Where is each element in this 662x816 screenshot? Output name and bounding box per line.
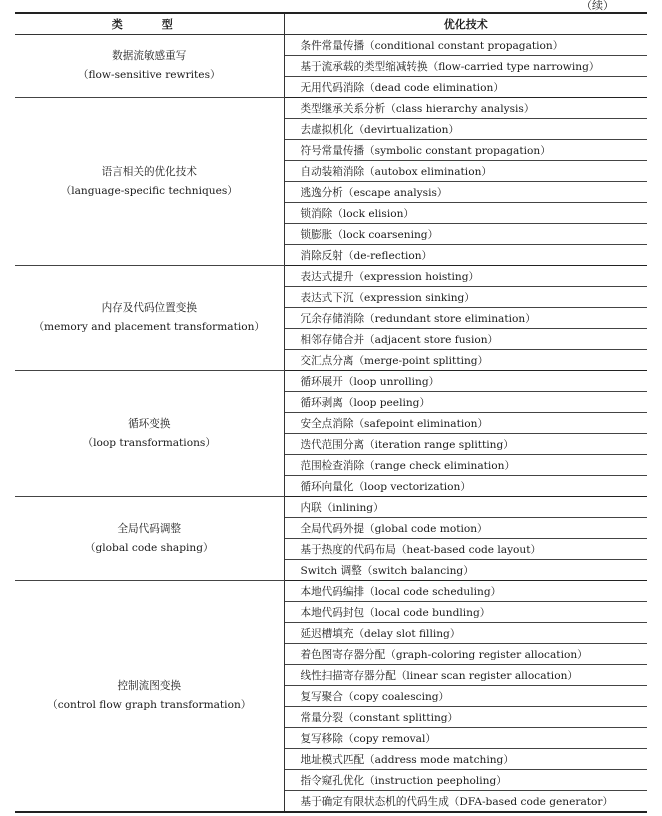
category-name-en: （memory and placement transformation）: [33, 321, 266, 333]
category-cell: [15, 98, 284, 266]
technique-cell: 复写移除（copy removal）: [284, 728, 647, 749]
header-category: 类 型: [15, 13, 284, 35]
technique-cell: 安全点消除（safepoint elimination）: [284, 413, 647, 434]
technique-cell: 循环剥离（loop peeling）: [284, 392, 647, 413]
category-name-en: （control flow graph transformation）: [47, 699, 252, 711]
technique-cell: 条件常量传播（conditional constant propagation）: [284, 35, 647, 56]
category-cell: [15, 497, 284, 581]
technique-cell: Switch 调整（switch balancing）: [284, 560, 647, 581]
category-cell: [15, 266, 284, 371]
technique-cell: 消除反射（de-reflection）: [284, 245, 647, 266]
technique-cell: 锁膨胀（lock coarsening）: [284, 224, 647, 245]
technique-cell: 锁消除（lock elision）: [284, 203, 647, 224]
technique-cell: 常量分裂（constant splitting）: [284, 707, 647, 728]
category-name-zh: 循环变换: [128, 417, 171, 430]
technique-cell: 类型继承关系分析（class hierarchy analysis）: [284, 98, 647, 119]
header-techniques: 优化技术: [284, 13, 647, 35]
technique-cell: 本地代码封包（local code bundling）: [284, 602, 647, 623]
technique-cell: 交汇点分离（merge-point splitting）: [284, 350, 647, 371]
category-name-en: （loop transformations）: [82, 436, 216, 449]
optimization-techniques-table: [15, 12, 647, 813]
category-name-zh: 全局代码调整: [117, 522, 182, 535]
technique-cell: 表达式下沉（expression sinking）: [284, 287, 647, 308]
category-name-zh: 控制流图变换: [117, 680, 182, 692]
table-row: [15, 98, 647, 119]
technique-cell: 复写聚合（copy coalescing）: [284, 686, 647, 707]
category-name-en: （global code shaping）: [84, 541, 214, 554]
table-row: [15, 35, 647, 56]
technique-cell: 自动装箱消除（autobox elimination）: [284, 161, 647, 182]
technique-cell: 地址模式匹配（address mode matching）: [284, 749, 647, 770]
technique-cell: 着色图寄存器分配（graph-coloring register allocation）: [284, 644, 647, 665]
technique-cell: 本地代码编排（local code scheduling）: [284, 581, 647, 602]
technique-cell: 内联（inlining）: [284, 497, 647, 518]
technique-cell: 基于流承载的类型缩减转换（flow-carried type narrowing）: [284, 56, 647, 77]
category-name-en: （language-specific techniques）: [60, 184, 238, 197]
category-cell: [15, 35, 284, 98]
table-row: [15, 581, 647, 602]
technique-cell: 范围检查消除（range check elimination）: [284, 455, 647, 476]
technique-cell: 循环展开（loop unrolling）: [284, 371, 647, 392]
table-header-row: [15, 13, 647, 35]
technique-cell: 符号常量传播（symbolic constant propagation）: [284, 140, 647, 161]
technique-cell: 指令窥孔优化（instruction peepholing）: [284, 770, 647, 791]
category-cell: [15, 581, 284, 813]
category-name-zh: 数据流敏感重写: [112, 50, 187, 62]
technique-cell: 循环向量化（loop vectorization）: [284, 476, 647, 497]
technique-cell: 去虚拟机化（devirtualization）: [284, 119, 647, 140]
category-cell: [15, 371, 284, 497]
continuation-note: （续）: [581, 0, 614, 12]
category-name-zh: 内存及代码位置变换: [101, 302, 197, 314]
technique-cell: 相邻存储合并（adjacent store fusion）: [284, 329, 647, 350]
table-body: [15, 35, 647, 813]
technique-cell: 迭代范围分离（iteration range splitting）: [284, 434, 647, 455]
category-name-en: （flow-sensitive rewrites）: [77, 69, 221, 81]
technique-cell: 无用代码消除（dead code elimination）: [284, 77, 647, 98]
table-row: [15, 266, 647, 287]
table-row: [15, 497, 647, 518]
technique-cell: 基于热度的代码布局（heat-based code layout）: [284, 539, 647, 560]
technique-cell: 线性扫描寄存器分配（linear scan register allocation）: [284, 665, 647, 686]
technique-cell: 全局代码外提（global code motion）: [284, 518, 647, 539]
technique-cell: 冗余存储消除（redundant store elimination）: [284, 308, 647, 329]
technique-cell: 表达式提升（expression hoisting）: [284, 266, 647, 287]
technique-cell: 延迟槽填充（delay slot filling）: [284, 623, 647, 644]
technique-cell: 逃逸分析（escape analysis）: [284, 182, 647, 203]
technique-cell: 基于确定有限状态机的代码生成（DFA-based code generator）: [300, 795, 614, 808]
category-name-zh: 语言相关的优化技术: [101, 165, 197, 178]
table-row: [15, 371, 647, 392]
